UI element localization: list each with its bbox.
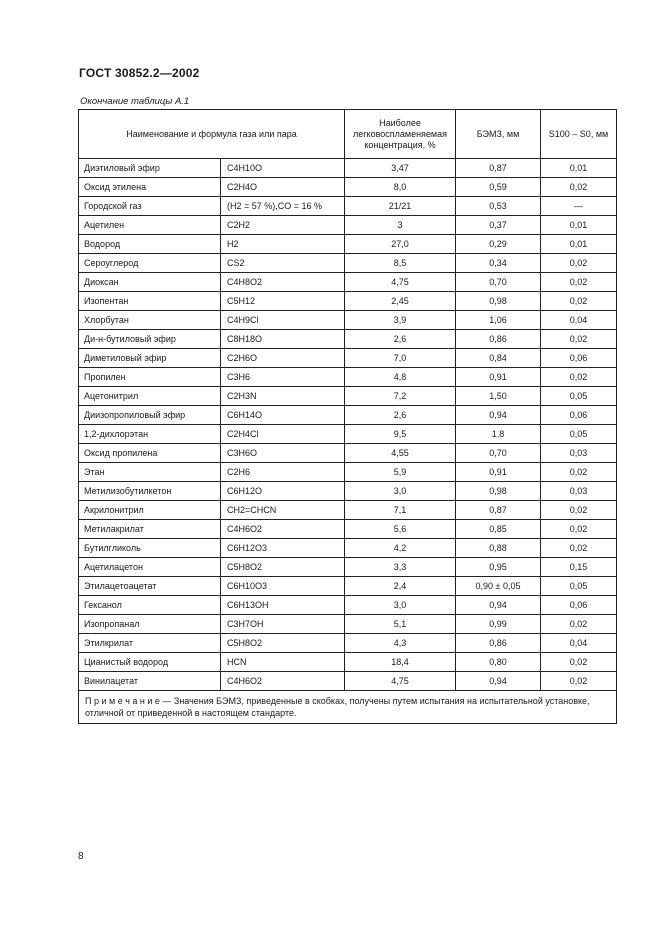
cell-diff: 0,02 bbox=[541, 292, 617, 311]
table-header-row bbox=[79, 110, 617, 159]
cell-concentration: 4,3 bbox=[345, 634, 456, 653]
cell-concentration: 7,2 bbox=[345, 387, 456, 406]
cell-diff: 0,02 bbox=[541, 463, 617, 482]
cell-bemz: 1,8 bbox=[456, 425, 541, 444]
cell-bemz: 0,34 bbox=[456, 254, 541, 273]
cell-name: Гексанол bbox=[79, 596, 221, 615]
table-row bbox=[79, 539, 617, 558]
table-caption: Окончание таблицы А.1 bbox=[80, 96, 190, 107]
cell-concentration: 2,6 bbox=[345, 330, 456, 349]
cell-formula: C2H6O bbox=[221, 349, 345, 368]
cell-formula: C3H6O bbox=[221, 444, 345, 463]
cell-concentration: 2,4 bbox=[345, 577, 456, 596]
cell-diff: 0,06 bbox=[541, 596, 617, 615]
cell-diff: 0,06 bbox=[541, 349, 617, 368]
cell-bemz: 0,84 bbox=[456, 349, 541, 368]
table-row bbox=[79, 672, 617, 691]
cell-name: Акрилонитрил bbox=[79, 501, 221, 520]
cell-concentration: 3,3 bbox=[345, 558, 456, 577]
cell-name: Ацетонитрил bbox=[79, 387, 221, 406]
cell-formula: C5H12 bbox=[221, 292, 345, 311]
cell-bemz: 0,98 bbox=[456, 482, 541, 501]
table-row bbox=[79, 634, 617, 653]
cell-bemz: 0,94 bbox=[456, 406, 541, 425]
cell-name: Этилацетоацетат bbox=[79, 577, 221, 596]
cell-name: Ацетилацетон bbox=[79, 558, 221, 577]
cell-diff: 0,01 bbox=[541, 235, 617, 254]
cell-diff: 0,05 bbox=[541, 577, 617, 596]
table-row bbox=[79, 330, 617, 349]
cell-bemz: 0,94 bbox=[456, 596, 541, 615]
cell-diff: 0,01 bbox=[541, 216, 617, 235]
cell-bemz: 0,87 bbox=[456, 501, 541, 520]
cell-bemz: 0,70 bbox=[456, 273, 541, 292]
cell-concentration: 4,2 bbox=[345, 539, 456, 558]
cell-formula: CH2=CHCN bbox=[221, 501, 345, 520]
table-row bbox=[79, 368, 617, 387]
cell-diff: 0,02 bbox=[541, 615, 617, 634]
cell-diff: 0,06 bbox=[541, 406, 617, 425]
table-row bbox=[79, 425, 617, 444]
cell-bemz: 0,99 bbox=[456, 615, 541, 634]
cell-formula: C2H3N bbox=[221, 387, 345, 406]
cell-name: Диметиловый эфир bbox=[79, 349, 221, 368]
cell-diff: 0,05 bbox=[541, 387, 617, 406]
cell-concentration: 4,55 bbox=[345, 444, 456, 463]
cell-name: Изопентан bbox=[79, 292, 221, 311]
cell-diff: — bbox=[541, 197, 617, 216]
table-row bbox=[79, 482, 617, 501]
cell-diff: 0,04 bbox=[541, 311, 617, 330]
cell-concentration: 4,75 bbox=[345, 273, 456, 292]
table-row bbox=[79, 216, 617, 235]
cell-bemz: 0,95 bbox=[456, 558, 541, 577]
cell-name: Оксид пропилена bbox=[79, 444, 221, 463]
cell-bemz: 0,53 bbox=[456, 197, 541, 216]
cell-bemz: 0,86 bbox=[456, 634, 541, 653]
cell-bemz: 0,59 bbox=[456, 178, 541, 197]
cell-bemz: 0,86 bbox=[456, 330, 541, 349]
cell-formula: C4H8O2 bbox=[221, 273, 345, 292]
page-number: 8 bbox=[78, 851, 84, 862]
cell-concentration: 7,1 bbox=[345, 501, 456, 520]
cell-bemz: 0,29 bbox=[456, 235, 541, 254]
cell-concentration: 5,1 bbox=[345, 615, 456, 634]
cell-bemz: 0,87 bbox=[456, 159, 541, 178]
table-row bbox=[79, 273, 617, 292]
cell-concentration: 3,0 bbox=[345, 482, 456, 501]
cell-concentration: 2,6 bbox=[345, 406, 456, 425]
cell-diff: 0,05 bbox=[541, 425, 617, 444]
table-row bbox=[79, 615, 617, 634]
cell-diff: 0,02 bbox=[541, 178, 617, 197]
table-row bbox=[79, 292, 617, 311]
cell-name: Водород bbox=[79, 235, 221, 254]
cell-formula: C2H2 bbox=[221, 216, 345, 235]
cell-diff: 0,02 bbox=[541, 539, 617, 558]
table-row bbox=[79, 406, 617, 425]
cell-diff: 0,03 bbox=[541, 444, 617, 463]
cell-diff: 0,15 bbox=[541, 558, 617, 577]
diff-header-text: S100 – S0, мм bbox=[548, 128, 609, 139]
cell-name: Этилкрилат bbox=[79, 634, 221, 653]
column-header-name: Наименование и формула газа или пара bbox=[79, 110, 345, 159]
table-row bbox=[79, 558, 617, 577]
cell-bemz: 0,98 bbox=[456, 292, 541, 311]
cell-concentration: 27,0 bbox=[345, 235, 456, 254]
cell-concentration: 21/21 bbox=[345, 197, 456, 216]
cell-formula: C3H6 bbox=[221, 368, 345, 387]
cell-diff: 0,02 bbox=[541, 520, 617, 539]
cell-bemz: 1,50 bbox=[456, 387, 541, 406]
cell-concentration: 3 bbox=[345, 216, 456, 235]
cell-diff: 0,02 bbox=[541, 273, 617, 292]
cell-name: Ди-н-бутиловый эфир bbox=[79, 330, 221, 349]
cell-name: Городской газ bbox=[79, 197, 221, 216]
cell-diff: 0,03 bbox=[541, 482, 617, 501]
cell-concentration: 9,5 bbox=[345, 425, 456, 444]
gas-properties-table bbox=[78, 109, 617, 724]
cell-formula: C4H9Cl bbox=[221, 311, 345, 330]
cell-name: Бутилгликоль bbox=[79, 539, 221, 558]
cell-formula: C4H10O bbox=[221, 159, 345, 178]
cell-formula: C6H12O3 bbox=[221, 539, 345, 558]
cell-name: Изопропанал bbox=[79, 615, 221, 634]
table-row bbox=[79, 311, 617, 330]
table-row bbox=[79, 387, 617, 406]
cell-formula: C6H10O3 bbox=[221, 577, 345, 596]
cell-formula: C6H14O bbox=[221, 406, 345, 425]
cell-concentration: 7,0 bbox=[345, 349, 456, 368]
table-row bbox=[79, 349, 617, 368]
cell-name: Оксид этилена bbox=[79, 178, 221, 197]
cell-diff: 0,02 bbox=[541, 330, 617, 349]
cell-bemz: 0,91 bbox=[456, 463, 541, 482]
table-row bbox=[79, 254, 617, 273]
cell-concentration: 2,45 bbox=[345, 292, 456, 311]
cell-concentration: 5,9 bbox=[345, 463, 456, 482]
cell-diff: 0,02 bbox=[541, 653, 617, 672]
cell-diff: 0,02 bbox=[541, 368, 617, 387]
cell-concentration: 4,8 bbox=[345, 368, 456, 387]
cell-bemz: 0,70 bbox=[456, 444, 541, 463]
cell-bemz: 0,37 bbox=[456, 216, 541, 235]
cell-name: Пропилен bbox=[79, 368, 221, 387]
cell-formula: C5H8O2 bbox=[221, 558, 345, 577]
cell-concentration: 3,47 bbox=[345, 159, 456, 178]
cell-bemz: 0,88 bbox=[456, 539, 541, 558]
cell-concentration: 8,0 bbox=[345, 178, 456, 197]
cell-bemz: 0,94 bbox=[456, 672, 541, 691]
cell-formula: C6H12O bbox=[221, 482, 345, 501]
cell-formula: C2H4Cl bbox=[221, 425, 345, 444]
cell-name: Диизопропиловый эфир bbox=[79, 406, 221, 425]
cell-name: Цианистый водород bbox=[79, 653, 221, 672]
table-row bbox=[79, 444, 617, 463]
table-row bbox=[79, 520, 617, 539]
cell-bemz: 0,80 bbox=[456, 653, 541, 672]
cell-name: Этан bbox=[79, 463, 221, 482]
cell-name: Сероуглерод bbox=[79, 254, 221, 273]
cell-name: Метилакрилат bbox=[79, 520, 221, 539]
cell-name: Хлорбутан bbox=[79, 311, 221, 330]
cell-formula: HCN bbox=[221, 653, 345, 672]
cell-bemz: 0,91 bbox=[456, 368, 541, 387]
cell-formula: C6H13OH bbox=[221, 596, 345, 615]
cell-concentration: 4,75 bbox=[345, 672, 456, 691]
cell-name: Ацетилен bbox=[79, 216, 221, 235]
cell-concentration: 3,0 bbox=[345, 596, 456, 615]
column-header-bemz: БЭМЗ, мм bbox=[456, 110, 541, 159]
cell-bemz: 0,85 bbox=[456, 520, 541, 539]
table-row bbox=[79, 501, 617, 520]
table-row bbox=[79, 178, 617, 197]
cell-name: Метилизобутилкетон bbox=[79, 482, 221, 501]
table-note-row bbox=[79, 691, 617, 724]
cell-name: Диоксан bbox=[79, 273, 221, 292]
cell-formula: H2 bbox=[221, 235, 345, 254]
document-header: ГОСТ 30852.2—2002 bbox=[79, 66, 200, 80]
cell-name: Винилацетат bbox=[79, 672, 221, 691]
cell-concentration: 3,9 bbox=[345, 311, 456, 330]
cell-bemz: 1,06 bbox=[456, 311, 541, 330]
cell-diff: 0,02 bbox=[541, 672, 617, 691]
cell-concentration: 5,6 bbox=[345, 520, 456, 539]
table-row bbox=[79, 197, 617, 216]
table-row bbox=[79, 159, 617, 178]
cell-formula: C8H18O bbox=[221, 330, 345, 349]
cell-diff: 0,04 bbox=[541, 634, 617, 653]
table-row bbox=[79, 463, 617, 482]
cell-formula: C4H6O2 bbox=[221, 672, 345, 691]
table-note: П р и м е ч а н и е — Значения БЭМЗ, приведенные в скобках, получены путем испытания на испытательной установке, отличной от приведенной в настоящем стандарте. bbox=[79, 691, 617, 724]
table-row bbox=[79, 596, 617, 615]
column-header-concentration: Наиболее легковоспламеняемая концентрация, % bbox=[345, 110, 456, 159]
cell-concentration: 18,4 bbox=[345, 653, 456, 672]
cell-formula: C3H7OH bbox=[221, 615, 345, 634]
cell-bemz: 0,90 ± 0,05 bbox=[456, 577, 541, 596]
cell-name: 1,2-дихлорэтан bbox=[79, 425, 221, 444]
cell-diff: 0,01 bbox=[541, 159, 617, 178]
cell-diff: 0,02 bbox=[541, 501, 617, 520]
column-header-diff bbox=[541, 110, 617, 159]
cell-concentration: 8,5 bbox=[345, 254, 456, 273]
cell-diff: 0,02 bbox=[541, 254, 617, 273]
table-row bbox=[79, 235, 617, 254]
cell-formula: C5H8O2 bbox=[221, 634, 345, 653]
cell-name: Диэтиловый эфир bbox=[79, 159, 221, 178]
cell-formula: C2H6 bbox=[221, 463, 345, 482]
table-row bbox=[79, 577, 617, 596]
cell-formula: (H2 = 57 %),CO = 16 % bbox=[221, 197, 345, 216]
cell-formula: C4H6O2 bbox=[221, 520, 345, 539]
table-row bbox=[79, 653, 617, 672]
cell-formula: C2H4O bbox=[221, 178, 345, 197]
cell-formula: CS2 bbox=[221, 254, 345, 273]
